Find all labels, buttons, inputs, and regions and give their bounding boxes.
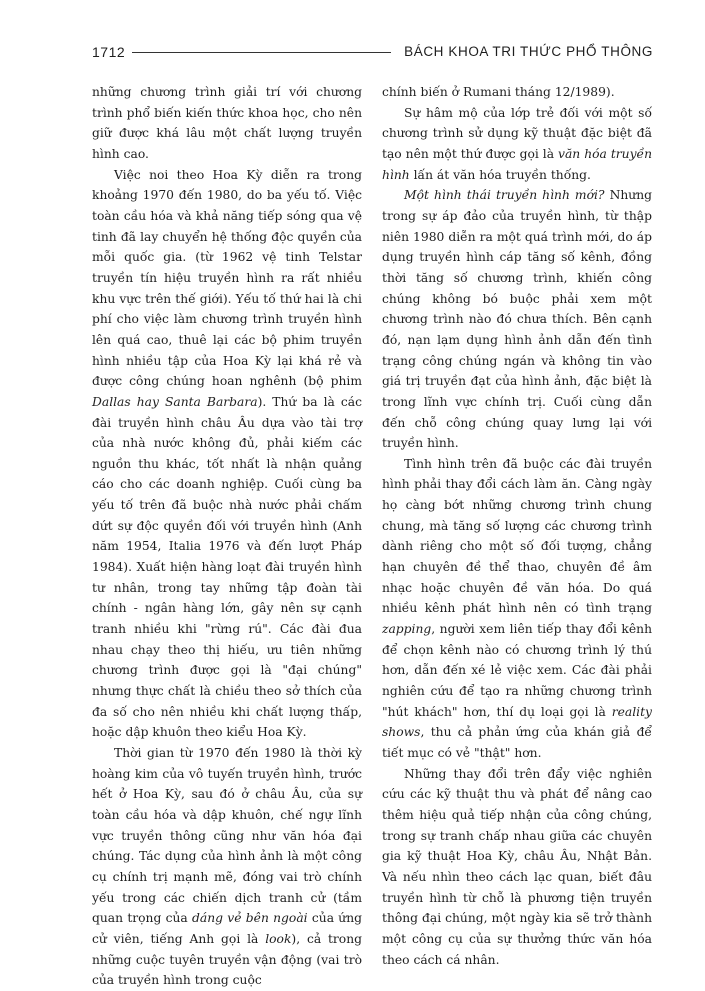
text-run: Việc noi theo Hoa Kỳ diễn ra trong khoảng 1970 đến 1980, do ba yếu tố. Việc toàn cầu hóa và khả năng tiếp sóng qua vệ tinh đã lay chuyển hệ thống độc quyền của mỗi quốc gia. (từ 1962 vệ tinh Telstar truyền tín hiệu truyền hình ra rất nhiều khu vực trên thế giới). Yếu tố thứ hai là chi phí cho việc làm chương trình truyền hình lên quá cao, thuê lại các bộ phim truyền hình nhiều tập của Hoa Kỳ lại khá rẻ và được công chúng hoan nghênh (bộ phim (92, 167, 362, 389)
paragraph (92, 82, 362, 165)
right-column (382, 82, 652, 970)
text-run: Những thay đổi trên đẩy việc nghiên cứu các kỹ thuật thu và phát để nâng cao thêm hiệu quả tiếp nhận của công chúng, trong sự tranh chấp nhau giữa các chuyên gia kỹ thuật Hoa Kỳ, châu Âu, Nhật Bản. Và nếu nhìn theo cách lạc quan, biết đâu truyền hình từ chỗ là phương tiện truyền thông đại chúng, một ngày kia sẽ trở thành một công cụ của sự thưởng thức văn hóa theo cách cá nhân. (382, 766, 652, 967)
book-title: BÁCH KHOA TRI THỨC PHỔ THÔNG (404, 44, 653, 59)
paragraph (382, 103, 652, 186)
text-run: Tình hình trên đã buộc các đài truyền hình phải thay đổi cách làm ăn. Càng ngày họ càng bớt những chương trình chung chung, mà tăng số lượng các chương trình dành riêng cho một số đối tượng, chẳng hạn chuyên đề thể thao, chuyên đề âm nhạc hoặc chuyên đề văn hóa. Do quá nhiều kênh phát hình nên có tình trạng (382, 456, 652, 616)
text-run: Sự hâm mộ của lớp trẻ đối với một số chương trình sử dụng kỹ thuật đặc biệt đã tạo nên một thứ được gọi là (382, 105, 652, 161)
italic-text: reality shows (382, 704, 652, 740)
paragraph (382, 185, 652, 454)
paragraph (92, 743, 362, 991)
text-run: Nhưng trong sự áp đảo của truyền hình, từ thập niên 1980 diễn ra một quá trình mới, do áp dụng truyền hình cáp tăng số kênh, đồng thời tăng số chương trình, khiến công chúng không bó buộc phải xem một chương trình nào đó chưa thích. Bên cạnh đó, nạn lạm dụng hình ảnh dẫn đến tình trạng công chúng ngán và không tin vào giá trị truyền đạt của hình ảnh, đặc biệt là trong lĩnh vực chính trị. Cuối cùng dẫn đến chỗ công chúng quay lưng lại với truyền hình. (382, 188, 652, 451)
text-run: những chương trình giải trí với chương trình phổ biến kiến thức khoa học, cho nên giữ được khá lâu một chất lượng truyền hình cao. (92, 85, 362, 161)
italic-text: văn hóa truyền hình (382, 146, 653, 182)
italic-text: zapping (382, 622, 432, 637)
left-column (92, 82, 362, 991)
text-run: , người xem liên tiếp thay đổi kênh để chọn kênh nào có chương trình lý thú hơn, dẫn đến xé lẻ việc xem. Các đài phải nghiên cứu để tạo ra những chương trình "hút khách" hơn, thí dụ loại gọi là (382, 622, 652, 719)
text-run: , thu cả phản ứng của khán giả để tiết mục có vẻ "thật" hơn. (382, 725, 652, 760)
page-header (92, 40, 653, 64)
text-run: ). Thứ ba là các đài truyền hình châu Âu dựa vào tài trợ của nhà nước không đủ, phải kiếm các nguồn thu khác, tốt nhất là nhận quảng cáo cho các doanh nghiệp. Cuối cùng ba yếu tố trên đã buộc nhà nước phải chấm dứt sự độc quyền đối với truyền hình (Anh năm 1954, Italia 1976 và đến lượt Pháp 1984). Xuất hiện hàng loạt đài truyền hình tư nhân, trong tay những tập đoàn tài chính - ngân hàng lớn, gây nên sự cạnh tranh nhiều khi "rừng rú". Các đài đua nhau chạy theo thị hiếu, ưu tiên những chương trình được gọi là "đại chúng" nhưng thực chất là chiều theo sở thích của đa số cho nên nhiều khi chất lượng thấp, hoặc dập khuôn theo kiểu Hoa Kỳ. (92, 394, 362, 740)
text-run: lấn át văn hóa truyền thống. (409, 167, 591, 182)
text-run: của ứng cử viên, tiếng Anh gọi là (92, 911, 363, 946)
paragraph (382, 82, 652, 103)
text-run: chính biến ở Rumani tháng 12/1989). (382, 85, 615, 99)
paragraph (382, 454, 652, 764)
page-number: 1712 (92, 44, 126, 60)
italic-text: Một hình thái truyền hình mới? (404, 188, 605, 203)
text-run: ), cả trong những cuộc tuyên truyền vận động (vai trò của truyền hình trong cuộc (92, 931, 363, 988)
italic-text: look (265, 931, 292, 946)
header-rule (132, 52, 391, 53)
italic-text: dáng vẻ bên ngoài (192, 911, 308, 926)
paragraph (92, 165, 362, 743)
paragraph (382, 764, 652, 971)
italic-text: Dallas hay Santa Barbara (92, 394, 258, 409)
text-run: Thời gian từ 1970 đến 1980 là thời kỳ hoàng kim của vô tuyến truyền hình, trước hết ở Hoa Kỳ, sau đó ở châu Âu, của sự toàn cầu hóa và dập khuôn, chế ngự lĩnh vực truyền thông cũng như văn hóa đại chúng. Tác dụng của hình ảnh là một công cụ chính trị mạnh mẽ, đóng vai trò chính yếu trong các chiến dịch tranh cử (tầm quan trọng của (92, 746, 362, 926)
